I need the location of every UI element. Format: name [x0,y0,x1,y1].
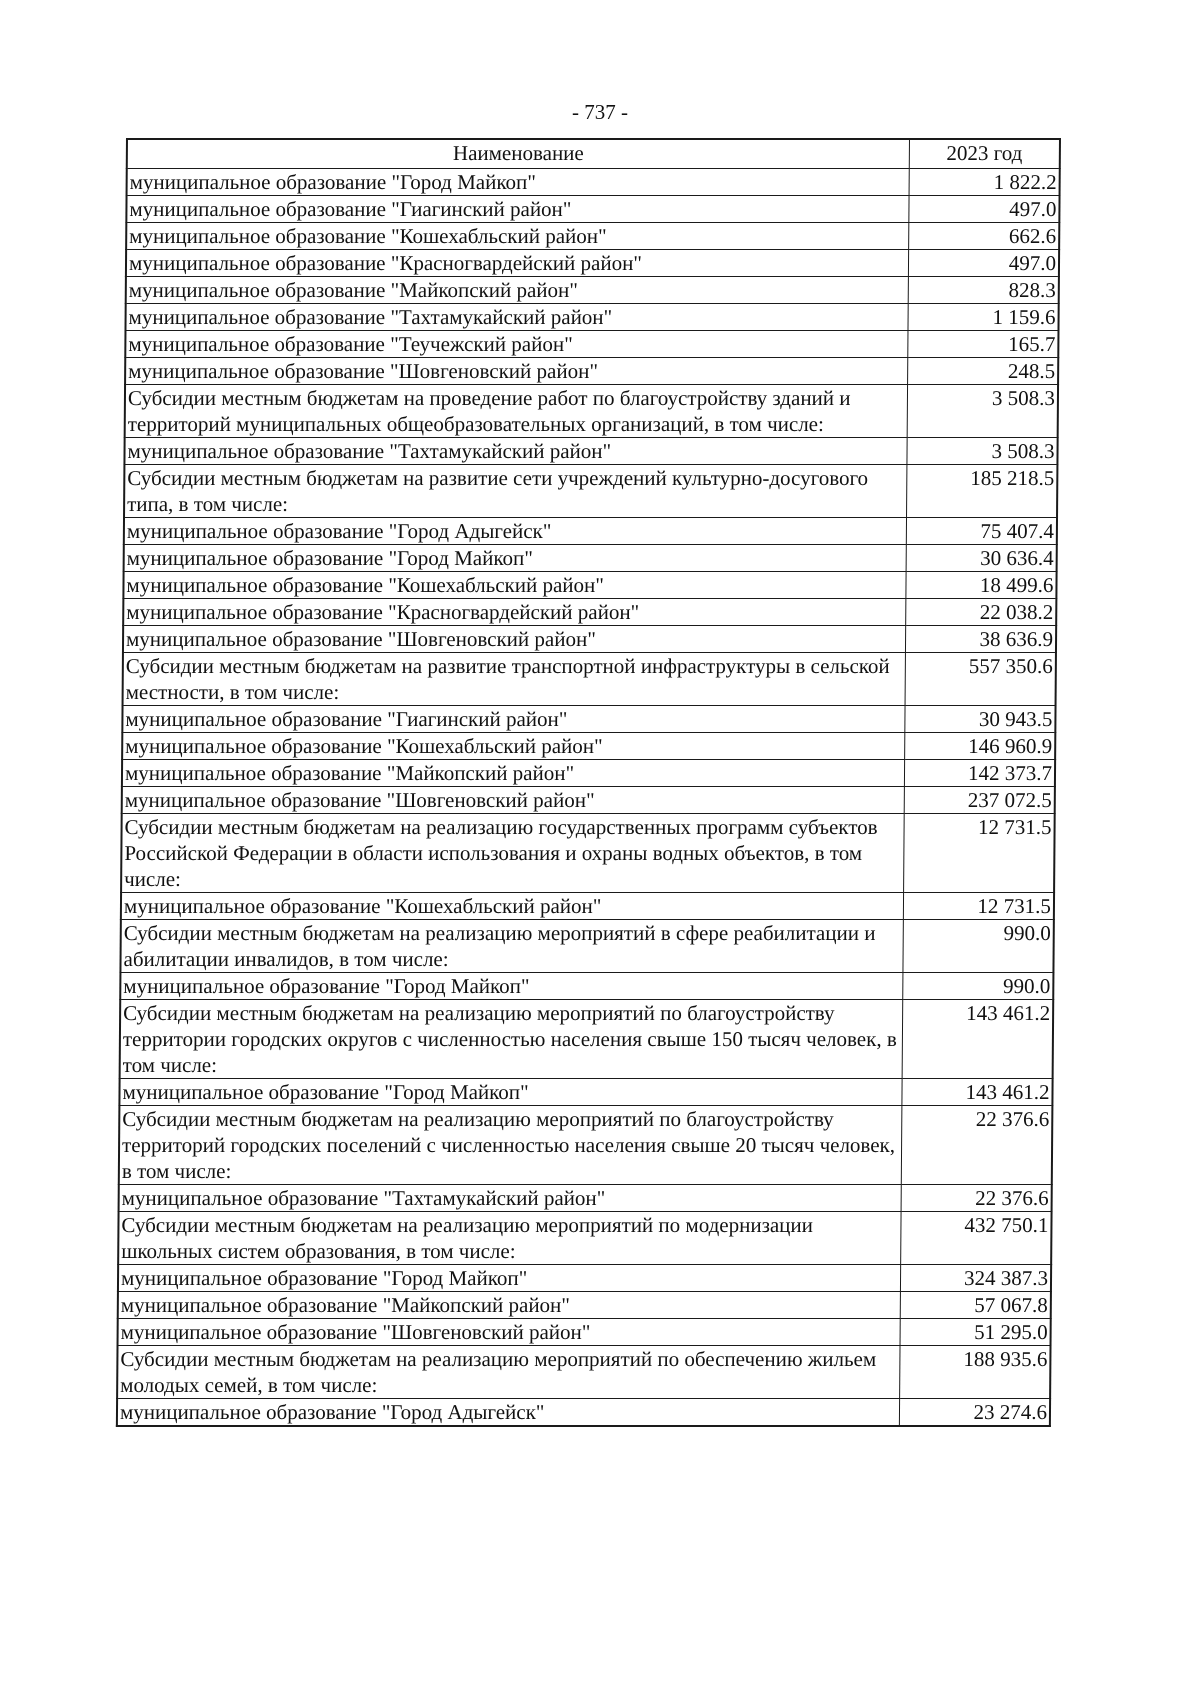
table-row [123,626,1056,653]
row-value-cell: 188 935.6 [900,1346,1051,1399]
row-value-cell: 828.3 [908,277,1059,304]
row-value-cell: 18 499.6 [906,572,1057,599]
table-row [127,169,1060,196]
row-name-cell: Субсидии местным бюджетам на развитие сети учреждений культурно-досугового типа, в том числе: [124,465,907,518]
table-row [123,653,1056,706]
table-row [122,787,1055,814]
row-value-cell: 12 731.5 [904,814,1055,893]
table-row [123,572,1056,599]
table-row [120,920,1053,973]
row-value-cell: 1 159.6 [908,304,1059,331]
row-value-cell: 51 295.0 [900,1319,1051,1346]
row-value-cell: 38 636.9 [905,626,1056,653]
row-name-cell: муниципальное образование "Город Майкоп" [120,973,903,1000]
row-name-cell: муниципальное образование "Город Майкоп" [127,169,910,196]
row-name-cell: муниципальное образование "Город Майкоп" [124,545,907,572]
table-row [120,973,1053,1000]
table-row [126,250,1059,277]
table-row [124,438,1057,465]
row-name-cell: Субсидии местным бюджетам на реализацию государственных программ субъектов Российской Федерации в области использования и охраны водных объектов, в том числе: [121,814,904,893]
row-name-cell: муниципальное образование "Тахтамукайский район" [119,1185,902,1212]
table-row [126,277,1059,304]
row-name-cell: муниципальное образование "Шовгеновский район" [118,1319,901,1346]
row-name-cell: муниципальное образование "Красногвардейский район" [123,599,906,626]
table-row [119,1106,1053,1185]
row-name-cell: Субсидии местным бюджетам на реализацию мероприятий по модернизации школьных систем образования, в том числе: [118,1212,901,1265]
row-value-cell: 165.7 [908,331,1059,358]
row-value-cell: 1 822.2 [909,169,1060,196]
row-value-cell: 432 750.1 [901,1212,1052,1265]
row-value-cell: 22 038.2 [906,599,1057,626]
table-header-row [127,139,1060,169]
row-value-cell: 990.0 [903,920,1054,973]
table-row [119,1079,1052,1106]
table-body [117,169,1060,1427]
table-row [118,1265,1051,1292]
row-name-cell: муниципальное образование "Кошехабльский район" [126,223,909,250]
row-value-cell: 324 387.3 [900,1265,1051,1292]
table-row [125,358,1058,385]
row-value-cell: 990.0 [903,973,1054,1000]
row-name-cell: Субсидии местным бюджетам на развитие транспортной инфраструктуры в сельской местности, в том числе: [123,653,906,706]
row-value-cell: 146 960.9 [905,733,1056,760]
row-value-cell: 22 376.6 [901,1106,1052,1185]
table-row [118,1292,1051,1319]
row-name-cell: муниципальное образование "Город Адыгейск" [124,518,907,545]
row-name-cell: муниципальное образование "Кошехабльский район" [122,733,905,760]
row-name-cell: Субсидии местным бюджетам на проведение работ по благоустройству зданий и территорий муниципальных общеобразовательных организаций, в том числе: [125,385,908,438]
budget-table [116,138,1061,1427]
table-row [117,1399,1050,1427]
row-value-cell: 497.0 [909,196,1060,223]
row-name-cell: муниципальное образование "Город Майкоп" [119,1079,902,1106]
row-value-cell: 12 731.5 [903,893,1054,920]
row-name-cell: муниципальное образование "Красногвардейский район" [126,250,909,277]
row-name-cell: муниципальное образование "Гиагинский район" [122,706,905,733]
row-name-cell: муниципальное образование "Майкопский район" [118,1292,901,1319]
table-row [122,733,1055,760]
row-value-cell: 23 274.6 [899,1399,1050,1427]
row-value-cell: 497.0 [908,250,1059,277]
row-value-cell: 3 508.3 [907,438,1058,465]
row-name-cell: Субсидии местным бюджетам на реализацию мероприятий по благоустройству территорий городских поселений с численностью населения свыше 20 тысяч человек, в том числе: [119,1106,902,1185]
row-name-cell: Субсидии местным бюджетам на реализацию мероприятий по обеспечению жильем молодых семей, в том числе: [117,1346,900,1399]
table-row [119,1185,1052,1212]
row-value-cell: 30 943.5 [905,706,1056,733]
table-row [124,465,1057,518]
table-row [121,814,1055,893]
table-row [126,223,1059,250]
row-name-cell: муниципальное образование "Гиагинский район" [126,196,909,223]
row-name-cell: муниципальное образование "Теучежский район" [125,331,908,358]
row-name-cell: муниципальное образование "Тахтамукайский район" [125,304,908,331]
row-name-cell: муниципальное образование "Город Майкоп" [118,1265,901,1292]
row-value-cell: 557 350.6 [905,653,1056,706]
page-number: - 737 - [572,100,628,124]
table-row [124,518,1057,545]
table-row [126,196,1059,223]
table-row [118,1319,1051,1346]
table-row [122,706,1055,733]
table-row [125,304,1058,331]
header-name: Наименование [127,139,910,169]
table-row [125,385,1058,438]
table-row [118,1212,1051,1265]
row-value-cell: 143 461.2 [902,1000,1053,1079]
table-row [125,331,1058,358]
row-value-cell: 142 373.7 [904,760,1055,787]
row-value-cell: 185 218.5 [907,465,1058,518]
table-row [117,1346,1050,1399]
row-name-cell: муниципальное образование "Тахтамукайский район" [124,438,907,465]
row-value-cell: 248.5 [908,358,1059,385]
row-name-cell: муниципальное образование "Кошехабльский район" [121,893,904,920]
row-name-cell: Субсидии местным бюджетам на реализацию мероприятий в сфере реабилитации и абилитации инвалидов, в том числе: [120,920,903,973]
table-row [121,893,1054,920]
header-year: 2023 год [909,139,1060,169]
table-row [120,1000,1054,1079]
table-row [124,545,1057,572]
row-name-cell: муниципальное образование "Шовгеновский район" [125,358,908,385]
row-value-cell: 75 407.4 [906,518,1057,545]
row-value-cell: 22 376.6 [901,1185,1052,1212]
row-value-cell: 662.6 [909,223,1060,250]
row-name-cell: Субсидии местным бюджетам на реализацию мероприятий по благоустройству территории городских округов с численностью населения свыше 150 тысяч человек, в том числе: [120,1000,903,1079]
table-row [122,760,1055,787]
row-value-cell: 3 508.3 [907,385,1058,438]
row-name-cell: муниципальное образование "Майкопский район" [126,277,909,304]
row-value-cell: 237 072.5 [904,787,1055,814]
row-name-cell: муниципальное образование "Шовгеновский район" [122,787,905,814]
table-row [123,599,1056,626]
row-value-cell: 30 636.4 [906,545,1057,572]
row-value-cell: 143 461.2 [902,1079,1053,1106]
row-name-cell: муниципальное образование "Город Адыгейск" [117,1399,900,1427]
row-name-cell: муниципальное образование "Майкопский район" [122,760,905,787]
row-name-cell: муниципальное образование "Кошехабльский район" [123,572,906,599]
row-name-cell: муниципальное образование "Шовгеновский район" [123,626,906,653]
row-value-cell: 57 067.8 [900,1292,1051,1319]
